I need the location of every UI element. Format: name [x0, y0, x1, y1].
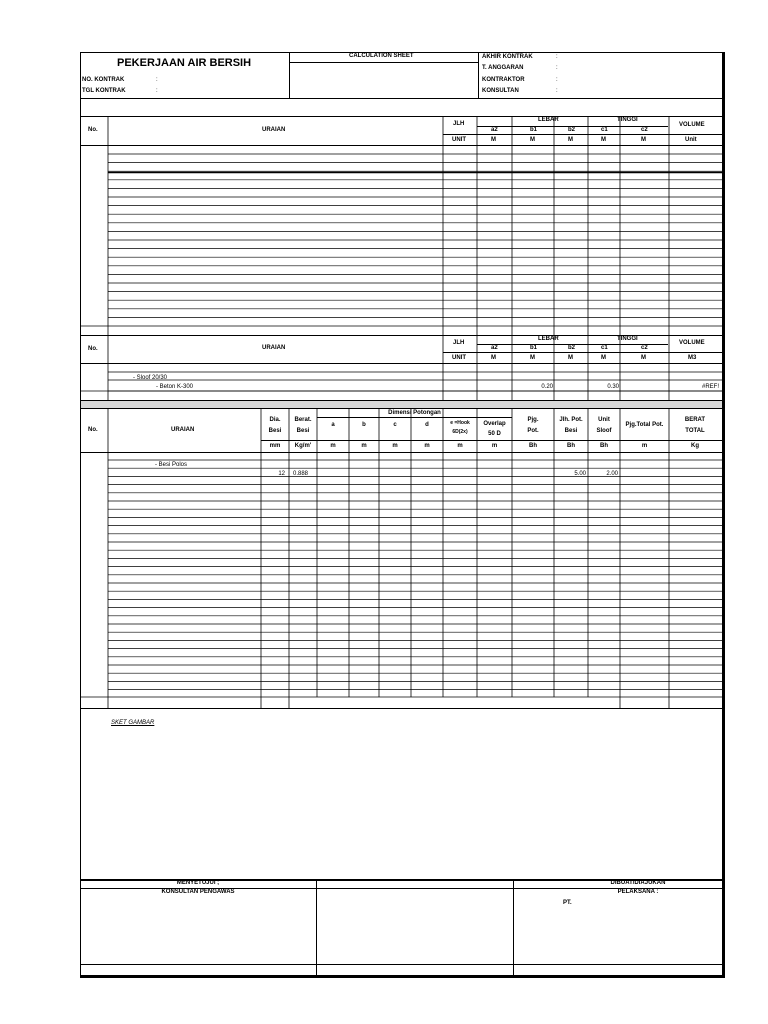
t3-jlh-value: 5.00: [574, 471, 586, 477]
t1-volume-header: VOLUME: [679, 122, 705, 128]
t1-b1-header: b1: [530, 127, 538, 133]
konsultan-pengawas-label: KONSULTAN PENGAWAS: [161, 889, 235, 895]
t3-unit-kg: Kg: [691, 443, 699, 449]
t3-c-header: c: [393, 422, 397, 428]
t1-a2-unit: M: [491, 137, 496, 143]
t3-unit-sloof: Sloof: [596, 428, 612, 434]
t2-lebar-header: LEBAR: [538, 336, 559, 342]
t3-pjg-total-header: Pjg.Total Pot.: [625, 422, 664, 428]
t2-volume-unit: M3: [688, 355, 697, 361]
t2-c2-value: 0.30: [607, 384, 619, 390]
t3-pjg-header: Pjg.: [527, 417, 539, 423]
t3-unit-e: m: [457, 443, 463, 449]
t2-a2-header: a2: [491, 345, 498, 351]
t1-c1-unit: M: [601, 137, 606, 143]
t2-c2-unit: M: [641, 355, 646, 361]
t3-unit-pjg: Bh: [529, 443, 537, 449]
t1-lebar-header: LEBAR: [538, 117, 559, 123]
t1-uraian-header: URAIAN: [262, 127, 286, 133]
sketch-label: SKET GAMBAR: [111, 720, 155, 726]
t2-tinggi-header: TINGGI: [617, 336, 638, 342]
t3-dia-header: Dia.: [269, 417, 281, 423]
t3-b-header: b: [362, 422, 366, 428]
kontraktor-colon: :: [556, 77, 558, 83]
akhir-kontrak-label: AKHIR KONTRAK: [482, 54, 533, 60]
t3-unit-b: m: [361, 443, 367, 449]
t3-d-header: d: [425, 422, 429, 428]
t3-unit-kgm: Kg/m': [294, 443, 312, 449]
t3-e-hook-header: e =Hook: [450, 420, 470, 426]
t3-berat-besi: Besi: [296, 428, 310, 434]
t3-berat-total-sub: TOTAL: [685, 428, 705, 434]
kontraktor-label: KONTRAKTOR: [482, 77, 525, 83]
t1-a2-header: a2: [491, 127, 498, 133]
t2-uraian-header: URAIAN: [262, 345, 286, 351]
t2-c1-header: c1: [601, 345, 608, 351]
t3-unit-overlap: m: [491, 443, 498, 449]
t2-b2-header: b2: [568, 345, 576, 351]
t1-c1-header: c1: [601, 127, 608, 133]
t2-jlh-header: JLH: [453, 340, 465, 346]
akhir-kontrak-colon: :: [556, 54, 558, 60]
t3-dia-value: 12: [278, 471, 285, 477]
t3-berat-header: Berat.: [294, 417, 312, 423]
t2-volume-header: VOLUME: [679, 340, 705, 346]
t3-a-header: a: [331, 422, 335, 428]
t1-tinggi-header: TINGGI: [617, 117, 638, 123]
t3-unit-a: m: [330, 443, 336, 449]
t3-no-header: No.: [88, 427, 98, 433]
no-kontrak-colon: :: [156, 77, 158, 83]
t3-pjg-pot: Pot.: [527, 428, 539, 434]
t3-unit-total: m: [641, 443, 648, 449]
t-anggaran-label: T. ANGGARAN: [482, 65, 524, 71]
t1-no-header: No.: [88, 127, 98, 133]
t1-jlh-header: JLH: [453, 121, 465, 127]
t3-e-hook-sub: 6D(2x): [452, 429, 468, 435]
t3-dimensi-header: Dimensi Potongan: [388, 410, 441, 416]
t3-overlap-header: Overlap: [483, 421, 506, 427]
t3-dia-besi: Besi: [268, 428, 282, 434]
menyetujui-label: MENYETUJUI ;: [176, 880, 220, 886]
t1-b2-unit: M: [568, 137, 573, 143]
konsultan-label: KONSULTAN: [482, 88, 519, 94]
t3-unit-sloof-bh: Bh: [600, 443, 608, 449]
t3-jlh-besi: Besi: [564, 428, 578, 434]
tgl-kontrak-colon: :: [156, 88, 158, 94]
t3-unit-d: m: [424, 443, 430, 449]
t2-volume-value: #REF!: [701, 384, 719, 390]
t1-volume-unit: Unit: [685, 137, 697, 143]
t3-berat-total-header: BERAT: [684, 417, 706, 423]
t3-unit-jlh: Bh: [567, 443, 575, 449]
pt-label: PT.: [563, 900, 572, 906]
t1-unit-header: UNIT: [452, 137, 466, 143]
t2-no-header: No.: [88, 346, 98, 352]
t2-c1-unit: M: [601, 355, 606, 361]
t-anggaran-colon: :: [556, 65, 558, 71]
t3-uraian-header: URAIAN: [171, 427, 195, 433]
tgl-kontrak-label: TGL KONTRAK: [82, 88, 126, 94]
t2-b1-unit: M: [530, 355, 535, 361]
t2-item-sloof: - Sloof 20/30: [133, 375, 168, 381]
konsultan-colon: :: [556, 88, 558, 94]
t3-berat-value: 0.888: [293, 471, 309, 477]
t2-b1-header: b1: [530, 345, 538, 351]
t2-b2-value: 0.20: [541, 384, 553, 390]
t3-item-besi-polos: - Besi Polos: [155, 462, 188, 468]
dibuat-label: DIBUAT/DIAJUKAN: [610, 880, 666, 886]
t1-c2-unit: M: [641, 137, 646, 143]
t3-unit-header: Unit: [598, 417, 610, 423]
no-kontrak-label: NO. KONTRAK: [82, 77, 125, 83]
t3-unit-mm: mm: [269, 443, 281, 449]
t2-unit-header: UNIT: [452, 355, 466, 361]
t2-b2-unit: M: [568, 355, 573, 361]
t3-overlap-sub: 50 D: [488, 431, 501, 437]
calc-sheet-label: CALCULATION SHEET: [349, 53, 414, 59]
t2-c2-header: c2: [641, 345, 648, 351]
page-title: PEKERJAAN AIR BERSIH: [117, 57, 252, 69]
pelaksana-label: PELAKSANA :: [617, 889, 659, 895]
t2-item-beton: - Beton K-300: [156, 384, 194, 390]
t2-a2-unit: M: [491, 355, 496, 361]
t3-unit-c: m: [392, 443, 398, 449]
t3-jlh-pot-header: Jlh. Pot.: [559, 417, 583, 423]
t1-c2-header: c2: [641, 127, 648, 133]
t3-unit-value: 2.00: [606, 471, 618, 477]
t1-b1-unit: M: [530, 137, 535, 143]
t1-b2-header: b2: [568, 127, 576, 133]
